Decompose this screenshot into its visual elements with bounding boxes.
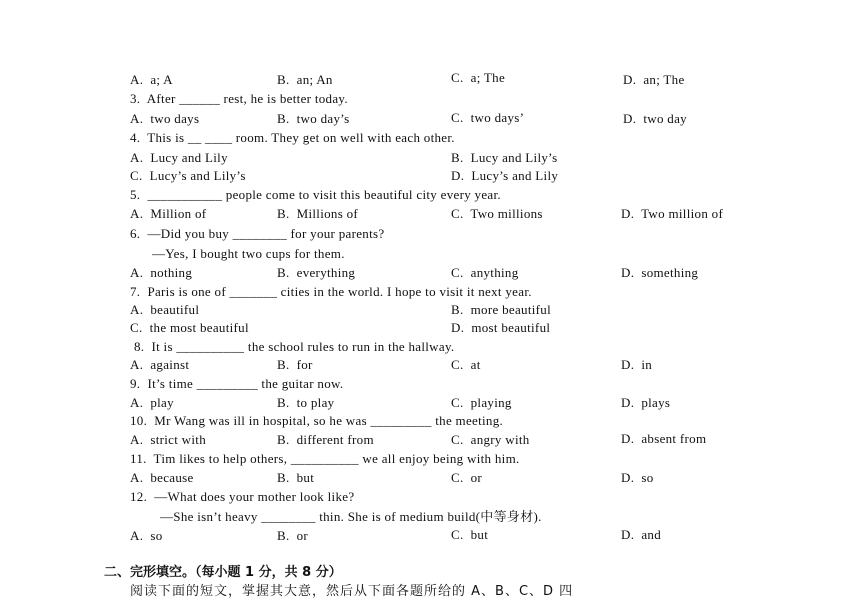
q7-stem: 7. Paris is one of _______ cities in the world. I hope to visit it next year.	[130, 284, 532, 299]
q2-option-d: D. an; The	[623, 72, 685, 87]
q12-reply: —She isn’t heavy ________ thin. She is of medium build(中等身材).	[160, 509, 542, 524]
q6-stem: 6. —Did you buy ________ for your parents?	[130, 226, 385, 241]
q5-option-b: B. Millions of	[277, 206, 359, 221]
q10-option-d: D. absent from	[621, 431, 707, 446]
q5-option-c: C. Two millions	[451, 206, 543, 221]
q6-reply: —Yes, I bought two cups for them.	[152, 246, 345, 261]
q3-option-d: D. two day	[623, 111, 687, 126]
q11-option-d: D. so	[621, 470, 654, 485]
q11-option-c: C. or	[451, 470, 483, 485]
q11-option-b: B. but	[277, 470, 315, 485]
q10-option-a: A. strict with	[130, 432, 206, 447]
q2-option-b: B. an; An	[277, 72, 333, 87]
q2-option-a: A. a; A	[130, 72, 173, 87]
q6-option-b: B. everything	[277, 265, 356, 280]
q8-option-c: C. at	[451, 357, 481, 372]
q12-option-c: C. but	[451, 527, 489, 542]
q10-option-c: C. angry with	[451, 432, 530, 447]
q9-option-a: A. play	[130, 395, 174, 410]
section-2-heading: 二、完形填空。（每小题 1 分，共 8 分）	[104, 565, 342, 580]
q6-option-a: A. nothing	[130, 265, 193, 280]
q12-option-a: A. so	[130, 528, 163, 543]
q12-option-d: D. and	[621, 527, 662, 542]
q3-option-c: C. two days’	[451, 110, 525, 125]
q6-option-d: D. something	[621, 265, 699, 280]
q5-stem: 5. ___________ people come to visit this beautiful city every year.	[130, 187, 501, 202]
q9-option-c: C. playing	[451, 395, 512, 410]
q8-option-d: D. in	[621, 357, 653, 372]
q3-option-a: A. two days	[130, 111, 200, 126]
q7-option-a: A. beautiful	[130, 302, 200, 317]
q4-stem: 4. This is __ ____ room. They get on well with each other.	[130, 130, 455, 145]
q12-option-b: B. or	[277, 528, 309, 543]
q5-option-d: D. Two million of	[621, 206, 724, 221]
q11-stem: 11. Tim likes to help others, __________ we all enjoy being with him.	[130, 451, 520, 466]
q9-option-d: D. plays	[621, 395, 671, 410]
q11-option-a: A. because	[130, 470, 194, 485]
q4-option-b: B. Lucy and Lily’s	[451, 150, 558, 165]
q4-option-d: D. Lucy’s and Lily	[451, 168, 559, 183]
q6-option-c: C. anything	[451, 265, 519, 280]
q4-option-a: A. Lucy and Lily	[130, 150, 228, 165]
q12-stem: 12. —What does your mother look like?	[130, 489, 355, 504]
q5-option-a: A. Million of	[130, 206, 207, 221]
q9-option-b: B. to play	[277, 395, 335, 410]
q3-stem: 3. After ______ rest, he is better today.	[130, 91, 348, 106]
q7-option-c: C. the most beautiful	[130, 320, 249, 335]
q9-stem: 9. It’s time _________ the guitar now.	[130, 376, 344, 391]
q8-stem: 8. It is __________ the school rules to run in the hallway.	[134, 339, 455, 354]
q3-option-b: B. two day’s	[277, 111, 350, 126]
q8-option-a: A. against	[130, 357, 190, 372]
q7-option-d: D. most beautiful	[451, 320, 551, 335]
q4-option-c: C. Lucy’s and Lily’s	[130, 168, 246, 183]
q10-stem: 10. Mr Wang was ill in hospital, so he was _________ the meeting.	[130, 413, 504, 428]
q8-option-b: B. for	[277, 357, 313, 372]
q7-option-b: B. more beautiful	[451, 302, 551, 317]
section-2-instruction: 阅读下面的短文，掌握其大意，然后从下面各题所给的 A、B、C、D 四	[130, 584, 574, 599]
q2-option-c: C. a; The	[451, 70, 506, 85]
q10-option-b: B. different from	[277, 432, 374, 447]
